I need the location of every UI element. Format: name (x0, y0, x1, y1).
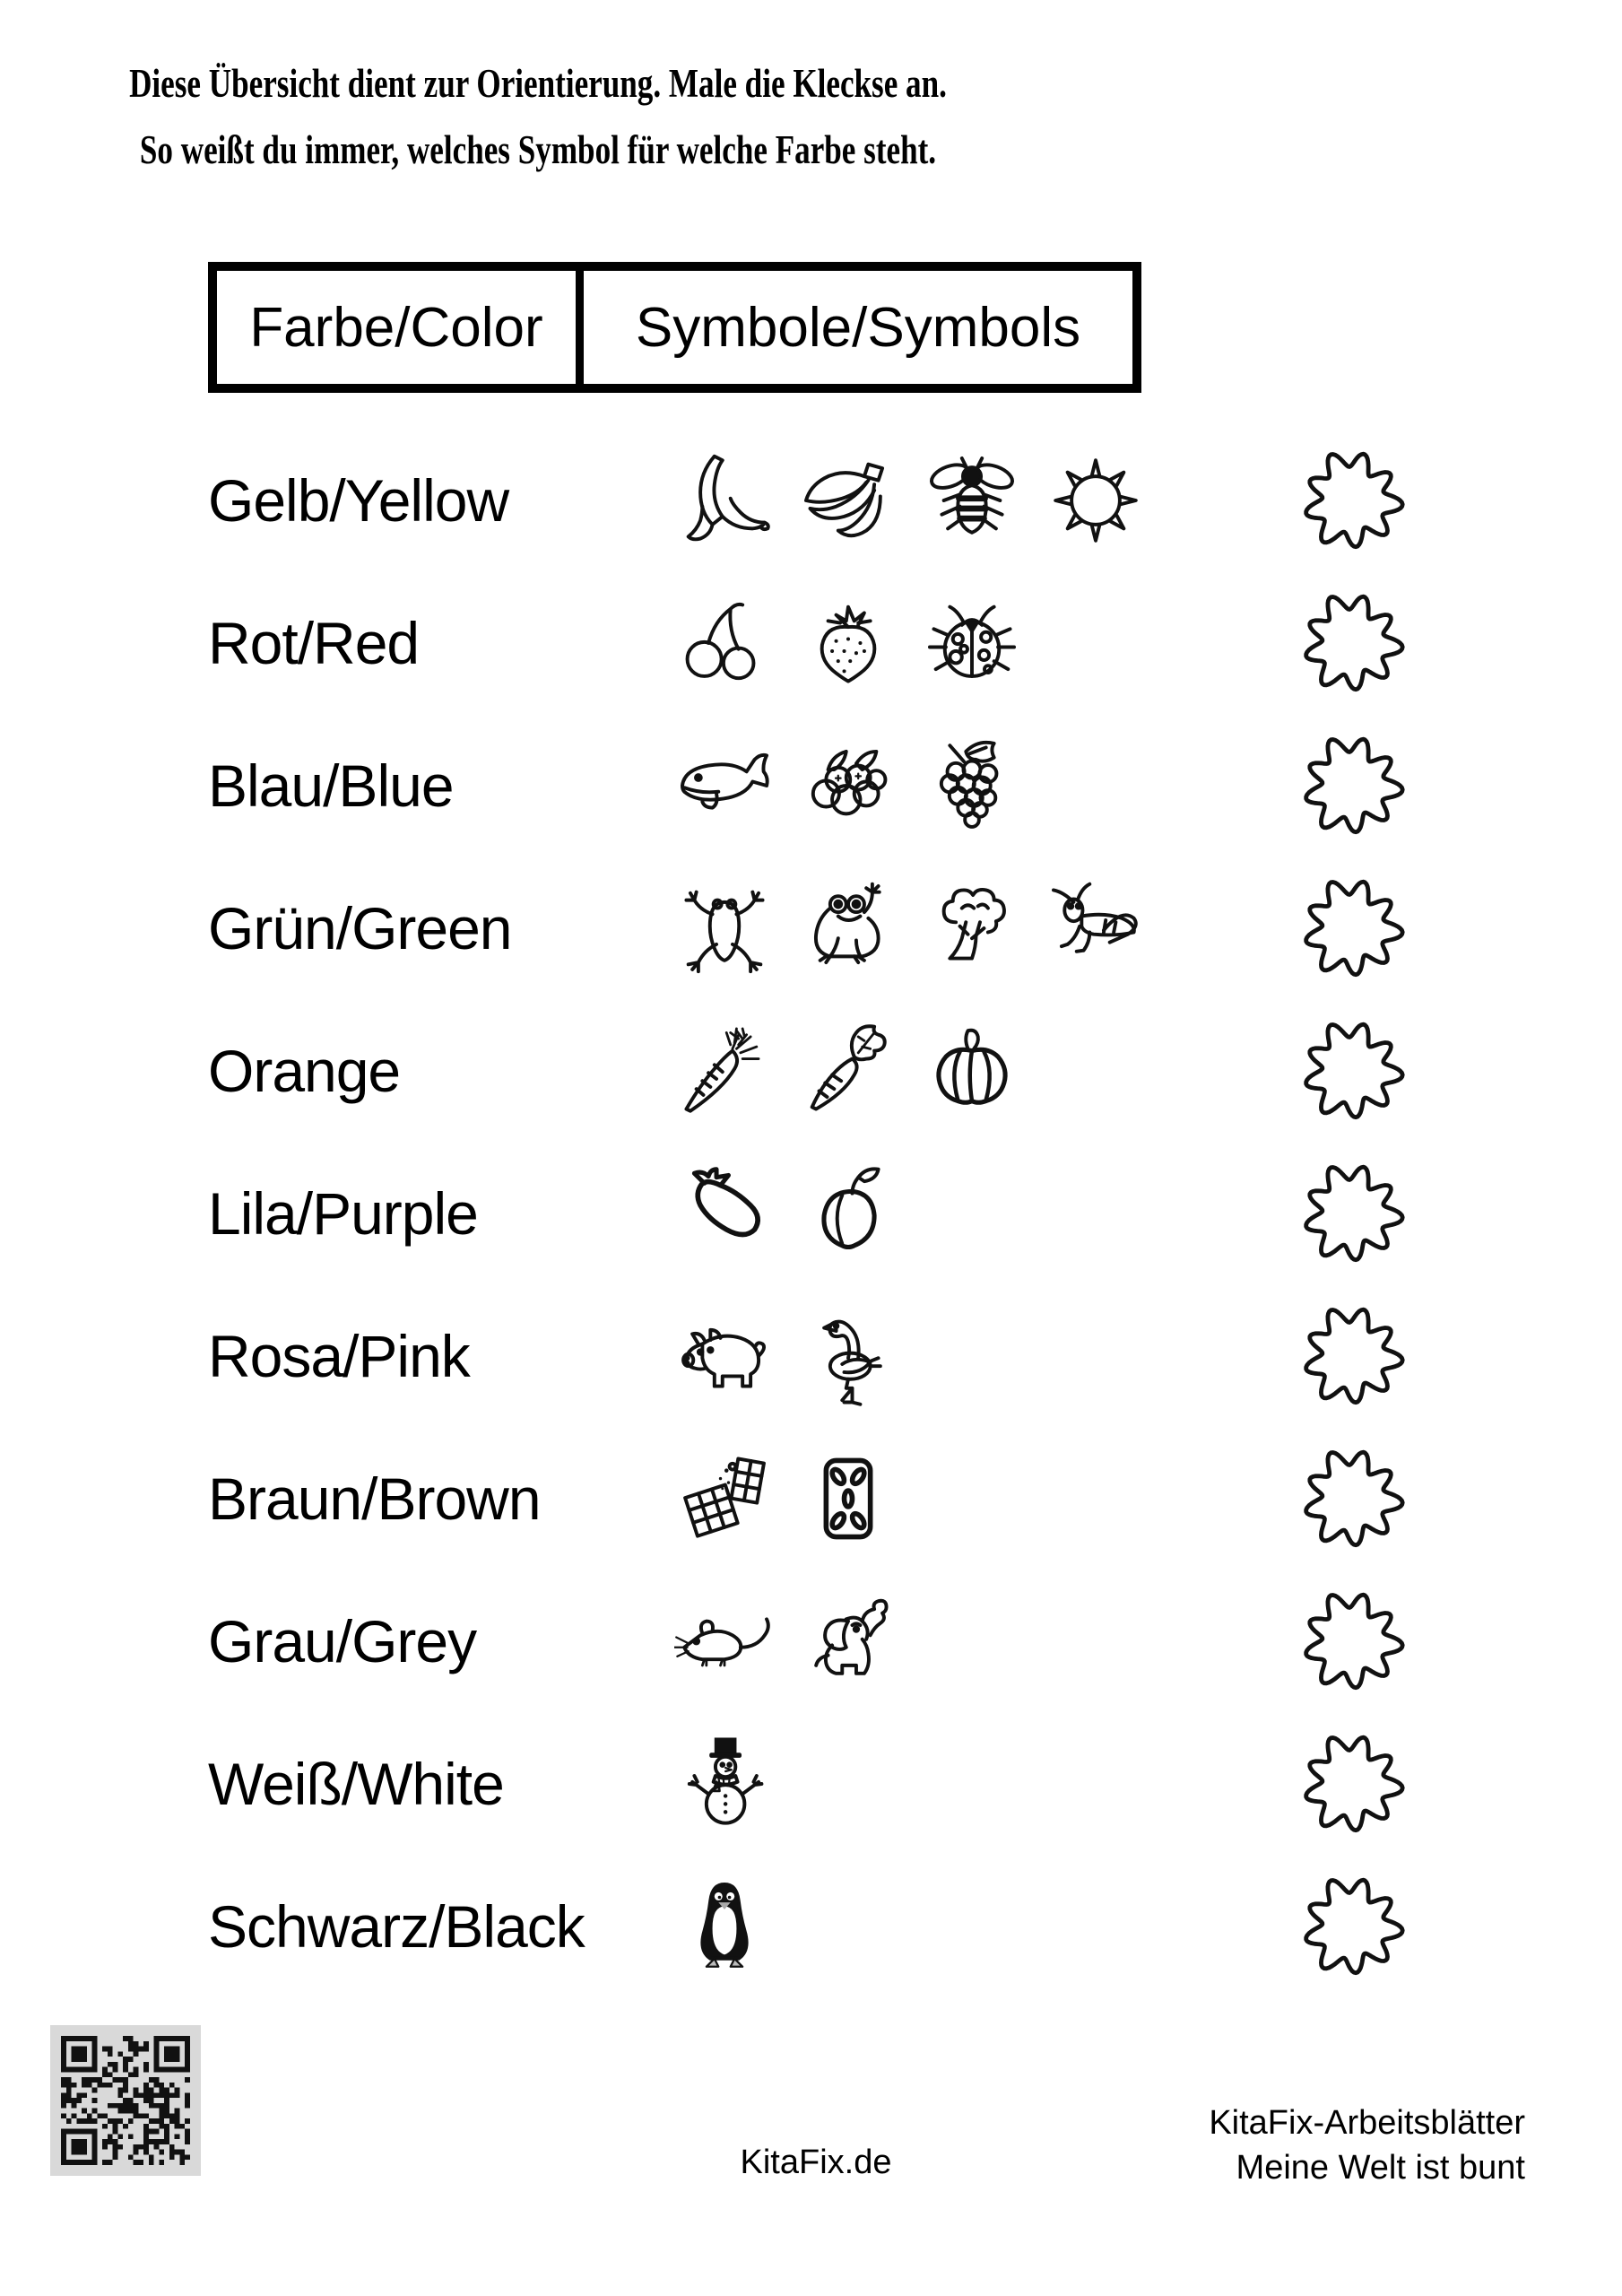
broccoli-icon (922, 874, 1022, 983)
color-label: Grün/Green (208, 894, 512, 961)
grapes-icon (922, 731, 1022, 840)
symbol-group (674, 571, 1022, 714)
symbol-group (674, 1427, 898, 1570)
paint-splat-outline-icon (1295, 1299, 1409, 1413)
ladybug-icon (922, 588, 1022, 698)
footer-credit-line2: Meine Welt ist bunt (1236, 2149, 1525, 2187)
bee-icon (922, 446, 1022, 555)
whale-icon (674, 731, 775, 840)
footer-credit (1209, 2100, 1525, 2190)
color-row-schwarz (208, 1855, 1508, 1997)
plum-icon (798, 1159, 898, 1268)
symbol-group (674, 1142, 898, 1284)
color-label: Grau/Grey (208, 1607, 477, 1674)
color-row-grn (208, 857, 1508, 999)
bananas-icon (798, 446, 898, 555)
paint-splat-outline-icon (1295, 1013, 1409, 1128)
paint-splat-outline-icon (1295, 728, 1409, 843)
color-row-blau (208, 714, 1508, 857)
paint-splat-outline-icon (1295, 1869, 1409, 1984)
elephant-icon (798, 1587, 898, 1696)
symbol-group (674, 714, 1022, 857)
pumpkin-icon (922, 1016, 1022, 1126)
chocolate-icon (674, 1444, 775, 1553)
blueberries-icon (798, 731, 898, 840)
flamingo-icon (798, 1301, 898, 1411)
color-row-braun (208, 1427, 1508, 1570)
carrot-icon (798, 1016, 898, 1126)
strawberry-icon (798, 588, 898, 698)
color-row-grau (208, 1570, 1508, 1712)
color-row-rosa (208, 1284, 1508, 1427)
column-header-color: Farbe/Color (217, 271, 584, 384)
eggplant-icon (674, 1159, 775, 1268)
paint-splat-outline-icon (1295, 1156, 1409, 1271)
table-header (208, 262, 1141, 393)
footer-website: KitaFix.de (740, 2144, 892, 2181)
color-label: Weiß/White (208, 1750, 504, 1817)
paint-splat-outline-icon (1295, 1441, 1409, 1556)
symbol-group (674, 1855, 775, 1997)
mouse-icon (674, 1587, 775, 1696)
color-row-wei (208, 1712, 1508, 1855)
color-label: Braun/Brown (208, 1465, 541, 1532)
symbol-group (674, 1712, 775, 1855)
banana-icon (674, 446, 775, 555)
color-label: Lila/Purple (208, 1179, 478, 1247)
paint-splat-outline-icon (1295, 1726, 1409, 1841)
color-label: Blau/Blue (208, 752, 454, 819)
color-row-lila (208, 1142, 1508, 1284)
paint-splat-outline-icon (1295, 871, 1409, 986)
page-heading (118, 50, 958, 183)
penguin-icon (674, 1872, 775, 1981)
paint-splat-outline-icon (1295, 443, 1409, 558)
footer-credit-line1: KitaFix-Arbeitsblätter (1209, 2104, 1525, 2142)
color-row-orange (208, 999, 1508, 1142)
pig-icon (674, 1301, 775, 1411)
color-label: Gelb/Yellow (208, 466, 509, 534)
color-table (208, 429, 1508, 1997)
color-label: Rosa/Pink (208, 1322, 470, 1389)
frog-icon (798, 874, 898, 983)
carrot-sketch-icon (674, 1016, 775, 1126)
cherries-icon (674, 588, 775, 698)
column-header-symbols: Symbole/Symbols (635, 296, 1081, 359)
paint-splat-outline-icon (1295, 1584, 1409, 1699)
biscuit-icon (798, 1444, 898, 1553)
color-label: Orange (208, 1037, 401, 1104)
frog-top-icon (674, 874, 775, 983)
snowman-icon (674, 1729, 775, 1839)
qr-code-icon (50, 2025, 201, 2176)
heading-line1: Diese Übersicht dient zur Orientierung. Male die Kleckse an. (129, 61, 947, 106)
paint-splat-outline-icon (1295, 586, 1409, 700)
grasshopper-icon (1045, 874, 1146, 983)
symbol-group (674, 857, 1146, 999)
color-row-rot (208, 571, 1508, 714)
symbol-group (674, 429, 1146, 571)
symbol-group (674, 1284, 898, 1427)
color-row-gelb (208, 429, 1508, 571)
symbol-group (674, 1570, 898, 1712)
color-label: Schwarz/Black (208, 1892, 585, 1960)
color-label: Rot/Red (208, 609, 420, 676)
heading-line2: So weißt du immer, welches Symbol für welche Farbe steht. (139, 127, 937, 172)
symbol-group (674, 999, 1022, 1142)
sun-icon (1045, 446, 1146, 555)
